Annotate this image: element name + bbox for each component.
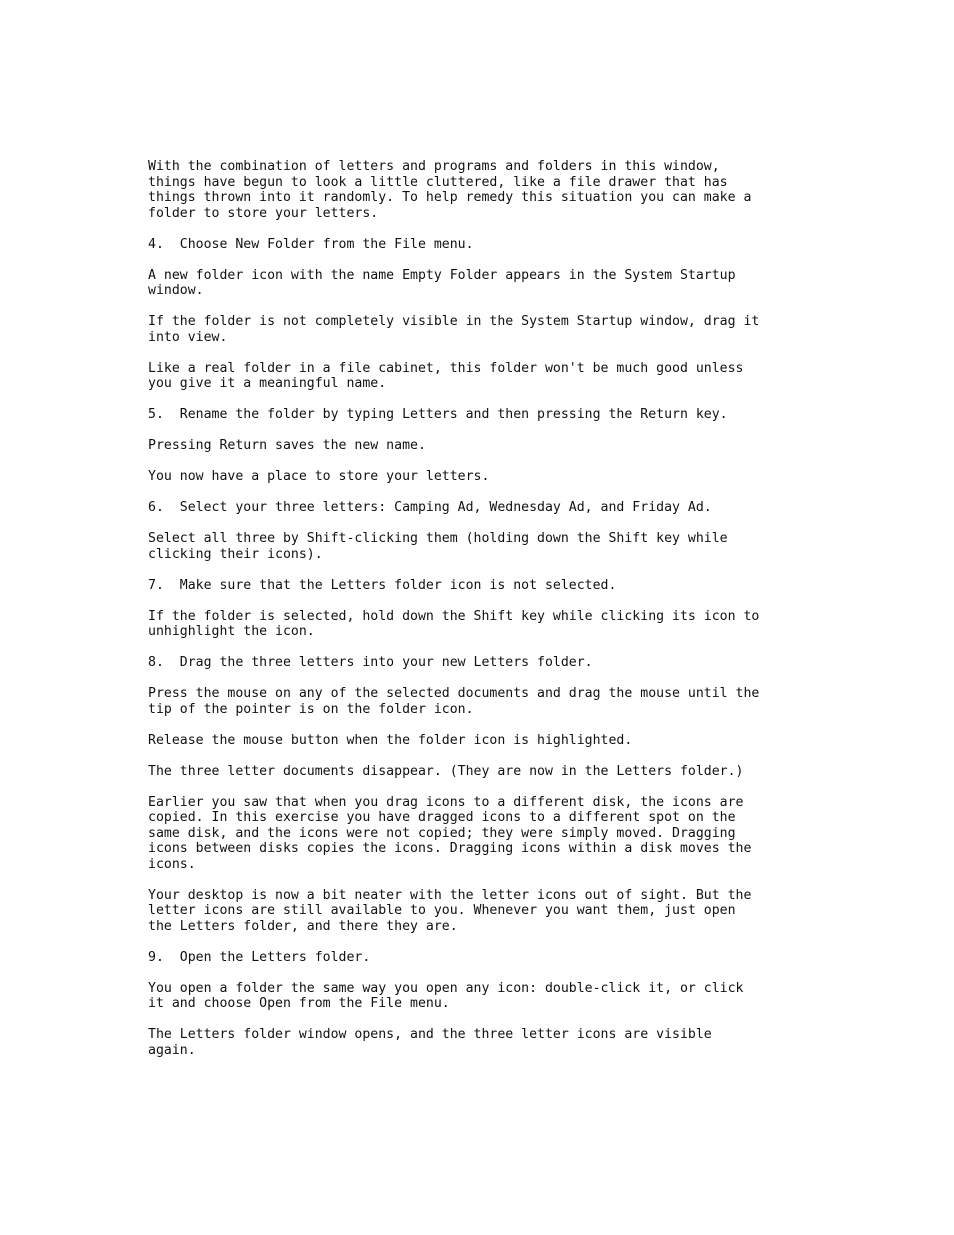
- text-line: icons between disks copies the icons. Dragging icons within a disk moves the: [148, 841, 752, 856]
- text-line: A new folder icon with the name Empty Folder appears in the System Startup: [148, 267, 736, 283]
- text-line: things have begun to look a little cluttered, like a file drawer that has: [148, 174, 728, 190]
- text-line: You open a folder the same way you open any icon: double-click it, or click: [148, 980, 744, 996]
- paragraph: [148, 159, 848, 221]
- text-line: it and choose Open from the File menu.: [148, 996, 450, 1011]
- paragraph: [148, 981, 848, 1012]
- text-line: you give it a meaningful name.: [148, 376, 387, 391]
- text-line: tip of the pointer is on the folder icon.: [148, 701, 474, 717]
- text-line: Pressing Return saves the new name.: [148, 438, 426, 453]
- text-line: The Letters folder window opens, and the three letter icons are visible: [148, 1027, 712, 1042]
- text-line: Your desktop is now a bit neater with the letter icons out of sight. But the: [148, 887, 752, 903]
- text-line: clicking their icons).: [148, 546, 323, 562]
- paragraph: [148, 795, 848, 873]
- text-line: Like a real folder in a file cabinet, this folder won't be much good unless: [148, 360, 744, 376]
- step-instruction: [148, 500, 848, 516]
- paragraph: [148, 469, 848, 485]
- text-line: If the folder is selected, hold down the Shift key while clicking its icon to: [148, 608, 760, 624]
- paragraph: [148, 531, 848, 562]
- paragraph: [148, 361, 848, 392]
- step-instruction: [148, 237, 848, 253]
- paragraph: [148, 314, 848, 345]
- text-line: 9. Open the Letters folder.: [148, 949, 371, 965]
- text-line: icons.: [148, 856, 196, 872]
- text-line: With the combination of letters and programs and folders in this window,: [148, 159, 720, 174]
- text-line: unhighlight the icon.: [148, 624, 315, 639]
- paragraph: [148, 268, 848, 299]
- paragraph: [148, 609, 848, 640]
- text-line: The three letter documents disappear. (They are now in the Letters folder.): [148, 763, 744, 779]
- paragraph: [148, 733, 848, 749]
- text-line: window.: [148, 283, 204, 298]
- text-line: again.: [148, 1042, 196, 1058]
- text-line: copied. In this exercise you have dragged icons to a different spot on the: [148, 810, 736, 825]
- paragraph: [148, 764, 848, 780]
- text-line: 5. Rename the folder by typing Letters and then pressing the Return key.: [148, 407, 728, 422]
- text-line: 4. Choose New Folder from the File menu.: [148, 236, 474, 252]
- paragraph: [148, 1027, 848, 1058]
- text-line: You now have a place to store your letters.: [148, 469, 490, 484]
- text-line: Select all three by Shift-clicking them (holding down the Shift key while: [148, 531, 728, 546]
- text-line: 8. Drag the three letters into your new Letters folder.: [148, 655, 593, 670]
- text-line: same disk, and the icons were not copied; they were simply moved. Dragging: [148, 825, 736, 841]
- text-line: Release the mouse button when the folder icon is highlighted.: [148, 732, 633, 748]
- text-line: Earlier you saw that when you drag icons to a different disk, the icons are: [148, 794, 744, 810]
- text-line: If the folder is not completely visible in the System Startup window, drag it: [148, 314, 760, 329]
- text-line: letter icons are still available to you. Whenever you want them, just open: [148, 903, 736, 918]
- text-line: folder to store your letters.: [148, 205, 379, 221]
- step-instruction: [148, 950, 848, 966]
- step-instruction: [148, 407, 848, 423]
- step-instruction: [148, 578, 848, 594]
- document-body: [148, 159, 848, 1074]
- text-line: Press the mouse on any of the selected documents and drag the mouse until the: [148, 686, 760, 701]
- paragraph: [148, 888, 848, 935]
- text-line: 6. Select your three letters: Camping Ad, Wednesday Ad, and Friday Ad.: [148, 500, 712, 515]
- text-line: 7. Make sure that the Letters folder icon is not selected.: [148, 577, 617, 593]
- text-line: things thrown into it randomly. To help remedy this situation you can make a: [148, 190, 752, 205]
- paragraph: [148, 686, 848, 717]
- text-line: into view.: [148, 329, 228, 345]
- paragraph: [148, 438, 848, 454]
- text-line: the Letters folder, and there they are.: [148, 918, 458, 934]
- step-instruction: [148, 655, 848, 671]
